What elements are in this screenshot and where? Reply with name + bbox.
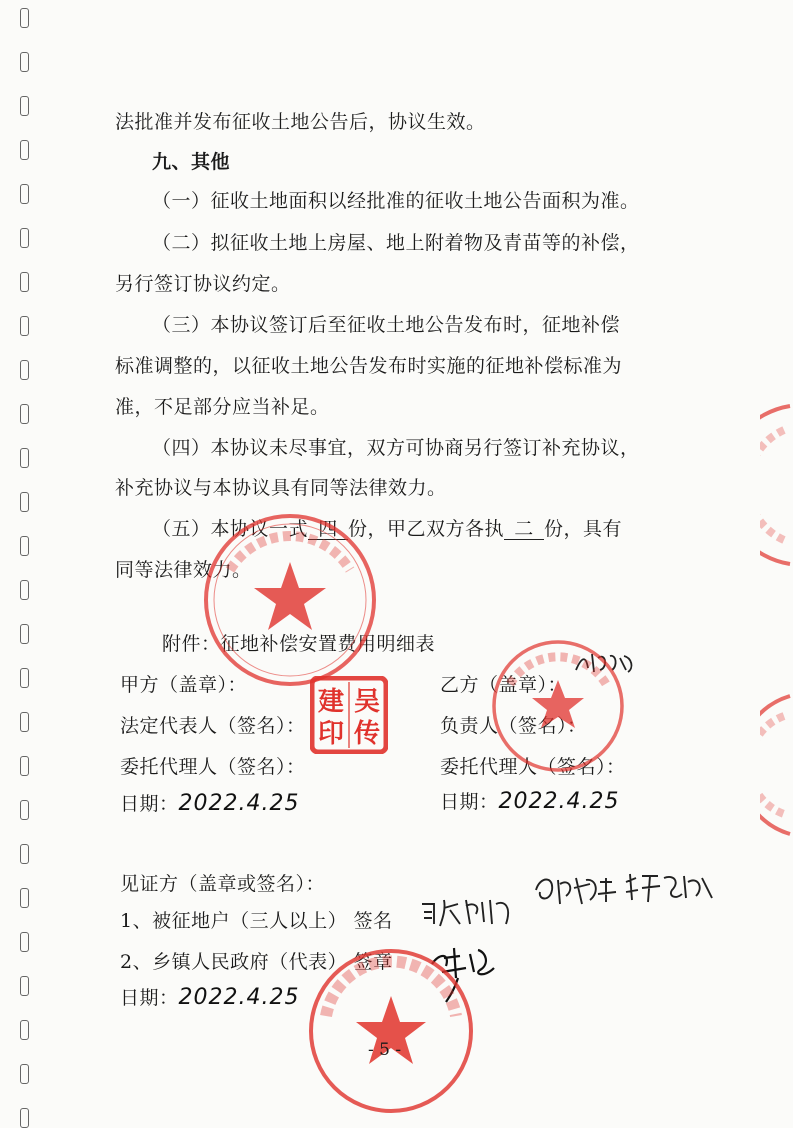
party-b-date: 2022.4.25 bbox=[498, 789, 620, 814]
clause-3-cont: 标准调整的，以征收土地公告发布时实施的征地补偿标准为 bbox=[115, 355, 623, 377]
clause-5-pre: （五）本协议一式 bbox=[152, 518, 309, 540]
party-a-date-label: 日期： bbox=[120, 793, 179, 815]
copies-each: 二 bbox=[504, 519, 544, 540]
binding-hole bbox=[20, 580, 29, 600]
binding-hole bbox=[20, 316, 29, 336]
witness-date: 2022.4.25 bbox=[178, 985, 300, 1010]
party-b-label: 乙方（盖章）： bbox=[440, 674, 568, 696]
binding-hole bbox=[20, 1064, 29, 1084]
body-line: 法批准并发布征收土地公告后，协议生效。 bbox=[115, 111, 486, 133]
clause-5-mid: 份，甲乙双方各执 bbox=[348, 518, 505, 540]
party-a-date: 2022.4.25 bbox=[178, 791, 300, 816]
binding-hole bbox=[20, 8, 29, 28]
binding-hole bbox=[20, 712, 29, 732]
binding-hole bbox=[20, 1020, 29, 1040]
binding-hole bbox=[20, 756, 29, 776]
binding-hole bbox=[20, 404, 29, 424]
copies-total: 四 bbox=[308, 519, 348, 540]
binding-hole bbox=[20, 448, 29, 468]
binding-hole bbox=[20, 360, 29, 380]
party-a-date-row bbox=[120, 792, 299, 816]
section-heading: 九、其他 bbox=[152, 151, 231, 173]
land-bureau-seal bbox=[200, 510, 380, 690]
clause-5-cont: 同等法律效力。 bbox=[115, 559, 252, 581]
binding-hole bbox=[20, 668, 29, 688]
binding-holes bbox=[10, 0, 44, 1122]
witness-households: 1、被征地户（三人以上） 签名 bbox=[120, 910, 393, 932]
clause-3-cont2: 准，不足部分应当补足。 bbox=[115, 396, 330, 418]
party-a-rep: 法定代表人（签名）： bbox=[120, 715, 306, 737]
binding-hole bbox=[20, 624, 29, 644]
binding-hole bbox=[20, 140, 29, 160]
witness-government: 2、乡镇人民政府（代表） 签章 bbox=[120, 951, 393, 973]
binding-hole bbox=[20, 96, 29, 116]
binding-hole bbox=[20, 888, 29, 908]
binding-hole bbox=[20, 272, 29, 292]
village-committee-seal bbox=[488, 636, 628, 776]
binding-hole bbox=[20, 800, 29, 820]
clause-3: （三）本协议签订后至征收土地公告发布时，征地补偿 bbox=[152, 314, 621, 336]
clause-2-cont: 另行签订协议约定。 bbox=[115, 273, 291, 295]
seal-char-2: 建 bbox=[317, 687, 345, 717]
attachment-note: 附件：征地补偿安置费用明细表 bbox=[162, 633, 436, 655]
binding-hole bbox=[20, 492, 29, 512]
binding-hole bbox=[20, 1108, 29, 1128]
household-signature-1 bbox=[418, 894, 523, 930]
clause-1: （一）征收土地面积以经批准的征收土地公告面积为准。 bbox=[152, 190, 640, 212]
witness-label: 见证方（盖章或签名）： bbox=[120, 873, 326, 895]
edge-seal-top bbox=[760, 400, 793, 570]
party-b-date-row bbox=[440, 790, 619, 814]
binding-hole bbox=[20, 932, 29, 952]
party-b-head: 负责人（签名）： bbox=[440, 715, 587, 737]
seal-char-3: 传 bbox=[353, 719, 381, 749]
legal-rep-name-seal bbox=[310, 676, 388, 754]
party-b-agent: 委托代理人（签名）： bbox=[440, 756, 626, 778]
clause-4-cont: 补充协议与本协议具有同等法律效力。 bbox=[115, 477, 447, 499]
binding-hole bbox=[20, 228, 29, 248]
household-signature-3 bbox=[622, 868, 717, 908]
edge-seal-bottom bbox=[760, 690, 793, 840]
binding-hole bbox=[20, 536, 29, 556]
party-a-label: 甲方（盖章）： bbox=[120, 674, 248, 696]
seal-char-4: 印 bbox=[317, 719, 345, 749]
page-number: - 5 - bbox=[368, 1040, 402, 1060]
binding-hole bbox=[20, 844, 29, 864]
witness-date-label: 日期： bbox=[120, 987, 179, 1009]
party-a-agent: 委托代理人（签名）： bbox=[120, 756, 306, 778]
witness-date-row bbox=[120, 986, 299, 1010]
binding-hole bbox=[20, 184, 29, 204]
party-b-date-label: 日期： bbox=[440, 791, 499, 813]
binding-hole bbox=[20, 976, 29, 996]
seal-char-1: 吴 bbox=[353, 687, 381, 717]
household-signature-2 bbox=[530, 870, 620, 910]
clause-2: （二）拟征收土地上房屋、地上附着物及青苗等的补偿， bbox=[152, 232, 640, 254]
clause-4: （四）本协议未尽事宜，双方可协商另行签订补充协议， bbox=[152, 437, 640, 459]
township-government-seal bbox=[306, 946, 476, 1116]
clause-5-post: 份，具有 bbox=[544, 518, 623, 540]
binding-hole bbox=[20, 52, 29, 72]
